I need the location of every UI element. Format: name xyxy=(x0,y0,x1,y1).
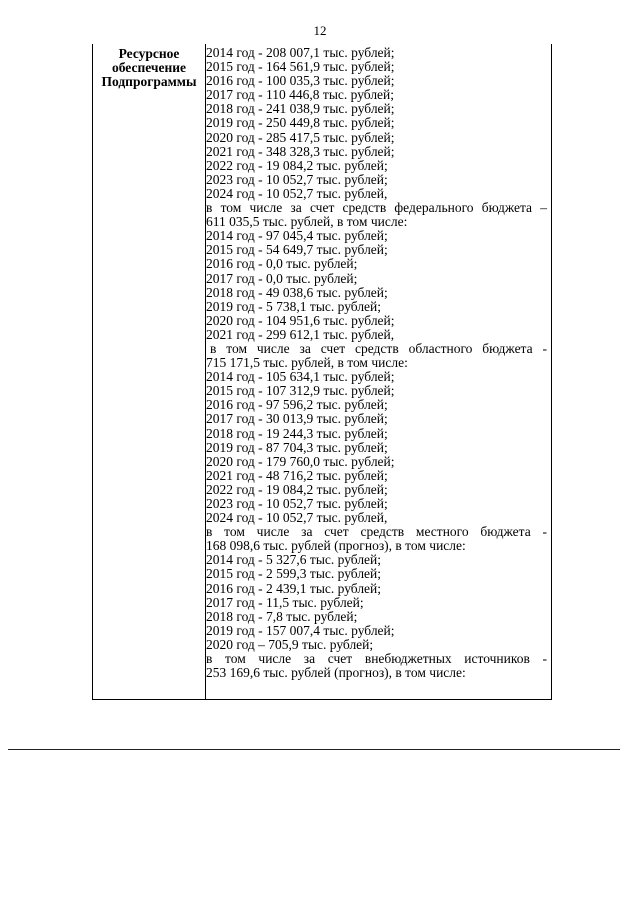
funding-line: 2017 год - 30 013,9 тыс. рублей; xyxy=(206,412,388,427)
funding-line: 2016 год - 100 035,3 тыс. рублей; xyxy=(206,74,395,89)
funding-line: 2015 год - 107 312,9 тыс. рублей; xyxy=(206,384,395,399)
funding-line: в том числе за счет средств местного бюджета - xyxy=(206,525,547,540)
funding-line: 2015 год - 54 649,7 тыс. рублей; xyxy=(206,243,388,258)
bottom-divider xyxy=(8,749,620,750)
page-number: 12 xyxy=(313,23,327,38)
funding-line: 2014 год - 105 634,1 тыс. рублей; xyxy=(206,370,395,385)
resource-table xyxy=(92,44,552,700)
funding-line: 611 035,5 тыс. рублей, в том числе: xyxy=(206,215,408,230)
funding-line: 2014 год - 97 045,4 тыс. рублей; xyxy=(206,229,388,244)
funding-line: 2019 год - 157 007,4 тыс. рублей; xyxy=(206,623,395,638)
funding-line: 2015 год - 2 599,3 тыс. рублей; xyxy=(206,567,382,582)
funding-line: в том числе за счет средств федерального бюджета – xyxy=(206,201,547,216)
funding-line: 2022 год - 19 084,2 тыс. рублей; xyxy=(206,158,388,173)
funding-line: 2018 год - 49 038,6 тыс. рублей; xyxy=(206,285,388,300)
funding-line: 2014 год - 208 007,1 тыс. рублей; xyxy=(206,46,395,60)
funding-line: 2020 год - 104 951,6 тыс. рублей; xyxy=(206,313,395,328)
funding-line: 2020 год - 179 760,0 тыс. рублей; xyxy=(206,454,395,469)
funding-line: 2019 год - 87 704,3 тыс. рублей; xyxy=(206,440,388,455)
funding-line: 2018 год - 241 038,9 тыс. рублей; xyxy=(206,102,395,117)
funding-line: 2019 год - 250 449,8 тыс. рублей; xyxy=(206,116,395,131)
funding-line: 2023 год - 10 052,7 тыс. рублей; xyxy=(206,497,388,511)
funding-line: 2023 год - 10 052,7 тыс. рублей; xyxy=(206,172,388,187)
funding-line: 2021 год - 299 612,1 тыс. рублей, xyxy=(206,327,395,342)
funding-line: 2019 год - 5 738,1 тыс. рублей; xyxy=(206,299,382,314)
funding-line: 2016 год - 0,0 тыс. рублей; xyxy=(206,257,358,272)
funding-line: 2018 год - 7,8 тыс. рублей; xyxy=(206,609,358,624)
resource-label-cell xyxy=(93,44,206,699)
funding-line: 2018 год - 19 244,3 тыс. рублей; xyxy=(206,426,388,441)
funding-line: 2014 год - 5 327,6 тыс. рублей; xyxy=(206,553,382,568)
funding-line: 2020 год – 705,9 тыс. рублей; xyxy=(206,637,374,652)
label-line-3: Подпрограммы xyxy=(101,74,197,89)
funding-line: 2024 год - 10 052,7 тыс. рублей, xyxy=(206,511,388,526)
label-line-2: обеспечение xyxy=(111,60,187,75)
funding-line: 2016 год - 2 439,1 тыс. рублей; xyxy=(206,581,382,596)
label-line-1: Ресурсное xyxy=(118,46,180,61)
funding-line: 2016 год - 97 596,2 тыс. рублей; xyxy=(206,398,388,413)
funding-line: 2024 год - 10 052,7 тыс. рублей, xyxy=(206,186,388,201)
funding-line: 2021 год - 348 328,3 тыс. рублей; xyxy=(206,144,395,159)
funding-line: 2017 год - 0,0 тыс. рублей; xyxy=(206,271,358,286)
funding-line: 2022 год - 19 084,2 тыс. рублей; xyxy=(206,482,388,497)
funding-line: 2015 год - 164 561,9 тыс. рублей; xyxy=(206,60,395,75)
funding-line: 2017 год - 110 446,8 тыс. рублей; xyxy=(206,88,395,103)
funding-line: в том числе за счет внебюджетных источников - xyxy=(206,652,547,667)
funding-line: 2021 год - 48 716,2 тыс. рублей; xyxy=(206,468,388,483)
funding-line: в том числе за счет средств областного бюджета - xyxy=(210,341,547,356)
funding-line: 2017 год - 11,5 тыс. рублей; xyxy=(206,595,364,610)
funding-line: 2020 год - 285 417,5 тыс. рублей; xyxy=(206,130,395,145)
funding-line: 168 098,6 тыс. рублей (прогноз), в том числе: xyxy=(206,539,466,554)
funding-line: 715 171,5 тыс. рублей, в том числе: xyxy=(206,356,408,371)
funding-line: 253 169,6 тыс. рублей (прогноз), в том числе: xyxy=(206,666,466,681)
resource-content-cell xyxy=(206,44,551,699)
